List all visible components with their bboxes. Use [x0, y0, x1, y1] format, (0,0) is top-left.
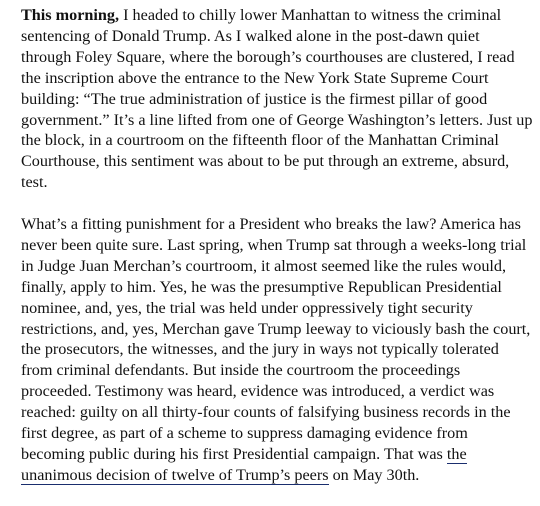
article-body	[21, 5, 533, 486]
paragraph-2-text-before-link: What’s a fitting punishment for a President who breaks the law? America has never been quite sure. Last spring, when Trump sat through a weeks-long trial in Judge Juan Merchan’s courtroom, it almost seemed like the rules would, finally, apply to him. Yes, he was the presumptive Republican Presidential nominee, and, yes, the trial was held under oppressively tight security restrictions, and, yes, Merchan gave Trump leeway to viciously bash the court, the prosecutors, the witnesses, and the jury in ways not typically tolerated from criminal defendants. But inside the courtroom the proceedings proceeded. Testimony was heard, evidence was introduced, a verdict was reached: guilty on all thirty-four counts of falsifying business records in the first degree, as part of a scheme to suppress damaging evidence from becoming public during his first Presidential campaign. That was	[21, 215, 531, 464]
paragraph-2	[21, 214, 533, 486]
paragraph-2-text-after-link: on May 30th.	[328, 465, 420, 484]
paragraph-1-text: I headed to chilly lower Manhattan to witness the criminal sentencing of Donald Trump. As I walked alone in the post-dawn quiet through Foley Square, where the borough’s courthouses are clustered, I read the inscription above the entrance to the New York State Supreme Court building: “The true administration of justice is the firmest pillar of good government.” It’s a line lifted from one of George Washington’s letters. Just up the block, in a courtroom on the fifteenth floor of the Manhattan Criminal Courthouse, this sentiment was about to be put through an extreme, absurd, test.	[21, 6, 533, 192]
verdict-link[interactable]: the unanimous decision of twelve of Trump’s peers	[21, 445, 467, 484]
lead-phrase: This morning,	[21, 6, 120, 24]
paragraph-1	[21, 5, 533, 193]
